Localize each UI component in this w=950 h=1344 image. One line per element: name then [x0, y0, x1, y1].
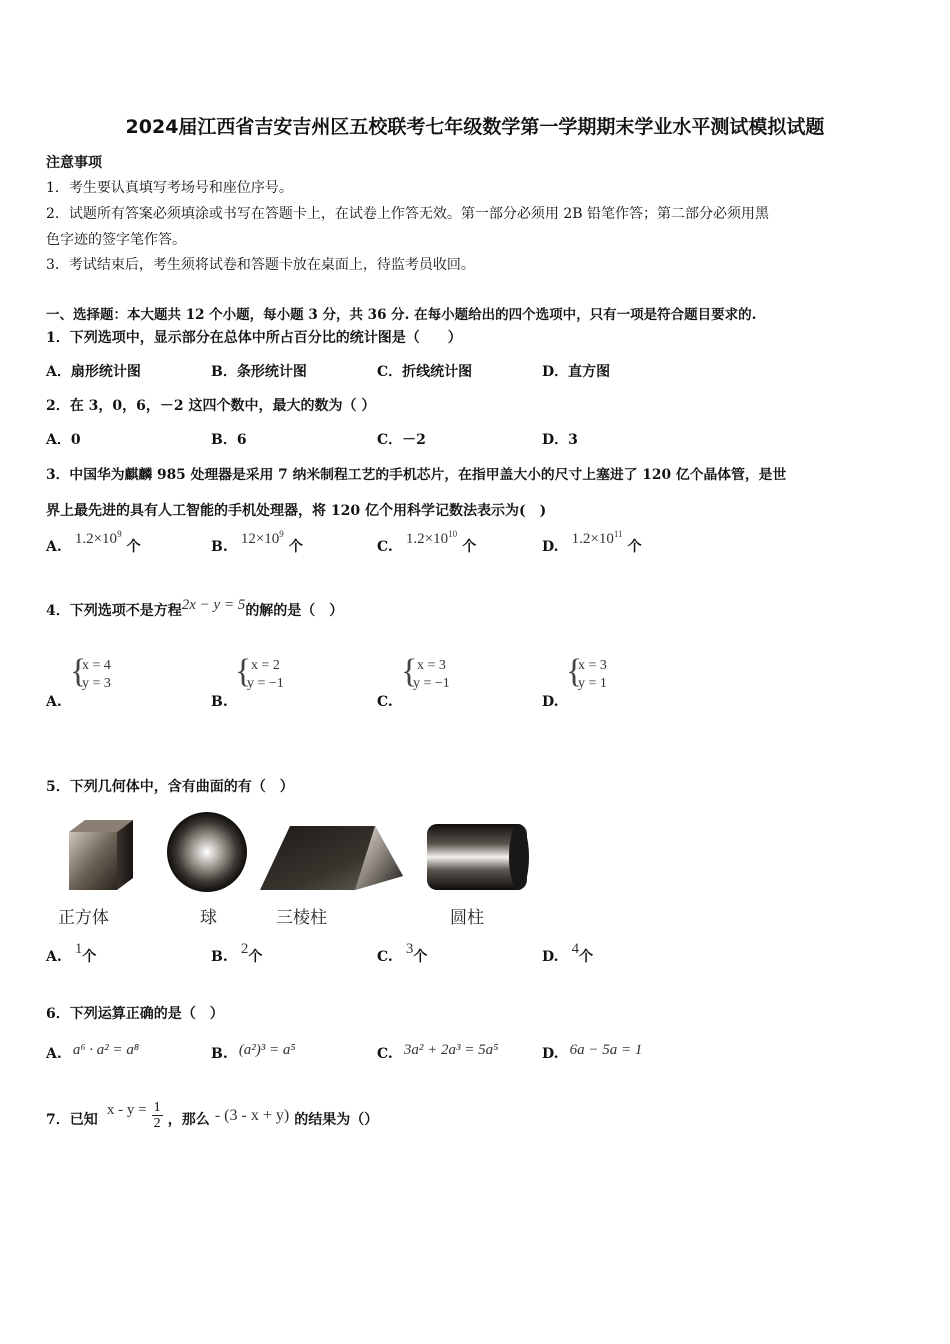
question-6-stem: 6．下列运算正确的是（ ）: [46, 1006, 224, 1022]
x-row: x = 2: [251, 658, 280, 673]
y-row: y = −1: [413, 676, 450, 691]
q3-option-c[interactable]: [377, 529, 477, 556]
expression: 3a² + 2a³ = 5a⁵: [403, 1042, 499, 1058]
option-label: C.: [377, 1046, 393, 1062]
q2-option-c[interactable]: C．－2: [377, 432, 426, 448]
exponent: 9: [279, 529, 284, 539]
expression: (a²)³ = a⁵: [238, 1042, 296, 1058]
triangular-prism-figure: [260, 826, 403, 890]
unit: 个: [248, 949, 263, 965]
question-7-stem: [46, 1100, 378, 1131]
x-row: x = 3: [417, 658, 446, 673]
q4-option-b-label[interactable]: B.: [211, 694, 228, 710]
count: 2: [240, 941, 249, 957]
option-label: D.: [542, 539, 559, 555]
unit: 个: [126, 539, 141, 555]
question-4-stem: [46, 597, 344, 620]
geometry-figures: [55, 812, 550, 902]
exponent: 9: [117, 529, 122, 539]
q6-option-b[interactable]: [211, 1043, 296, 1063]
question-3-stem-line2: 界上最先进的具有人工智能的手机处理器，将 120 亿个用科学记数法表示为( ): [46, 503, 547, 519]
question-1-stem: 1．下列选项中，显示部分在总体中所占百分比的统计图是（ ）: [46, 330, 462, 346]
fraction-denominator: 2: [153, 1116, 161, 1131]
mantissa: 1.2×10: [571, 531, 614, 547]
brace-icon: {: [70, 653, 87, 690]
option-label: D.: [542, 949, 559, 965]
shape-label-prism: 三棱柱: [276, 908, 327, 928]
unit: 个: [627, 539, 642, 555]
q5-option-c[interactable]: [377, 941, 428, 966]
exponent: 10: [448, 529, 458, 539]
mantissa: 1.2×10: [405, 531, 449, 547]
unit: 个: [288, 539, 303, 555]
q5-option-d[interactable]: [542, 941, 594, 966]
exponent: 11: [613, 529, 623, 539]
notice-item: 3．考试结束后，考生须将试卷和答题卡放在桌面上，待监考员收回。: [46, 257, 475, 273]
mantissa: 1.2×10: [74, 531, 118, 547]
option-label: B.: [211, 949, 228, 965]
shape-label-sphere: 球: [200, 908, 217, 928]
q2-option-d[interactable]: D．3: [542, 432, 578, 448]
count: 4: [571, 941, 580, 957]
mantissa: 12×10: [240, 531, 280, 547]
fraction-numerator: 1: [153, 1100, 161, 1115]
q6-option-a[interactable]: [46, 1043, 139, 1063]
stem-suffix: 的解的是（ ）: [245, 603, 344, 619]
y-row: y = 1: [578, 676, 607, 691]
unit: 个: [462, 539, 477, 555]
unit: 个: [82, 949, 97, 965]
question-2-stem: 2．在 3，0，6，－2 这四个数中，最大的数为（ ）: [46, 398, 376, 414]
option-label: C.: [377, 949, 393, 965]
expression: a⁶ · a² = a⁸: [72, 1042, 140, 1058]
notice-heading: 注意事项: [46, 155, 102, 171]
expression: 6a − 5a = 1: [569, 1042, 643, 1058]
cylinder-figure: [427, 824, 529, 890]
stem-prefix: 4．下列选项不是方程: [46, 603, 182, 619]
equation: 2x − y = 5: [181, 597, 246, 613]
x-row: x = 3: [578, 658, 607, 673]
brace-icon: {: [566, 653, 583, 690]
q1-option-d[interactable]: D．直方图: [542, 364, 611, 380]
sphere-figure: [167, 812, 247, 892]
option-label: A.: [46, 539, 62, 555]
q1-option-c[interactable]: C．折线统计图: [377, 364, 473, 380]
notice-item: 1．考生要认真填写考场号和座位序号。: [46, 180, 293, 196]
stem-prefix: 7．已知: [46, 1112, 98, 1128]
y-row: y = 3: [82, 676, 111, 691]
count: 3: [405, 941, 414, 957]
sci-notation: [241, 531, 284, 547]
option-label: D.: [542, 1046, 559, 1062]
shape-label-cube: 正方体: [58, 908, 109, 928]
stem-middle: ，那么: [167, 1112, 210, 1128]
page-title: 2024届江西省吉安吉州区五校联考七年级数学第一学期期末学业水平测试模拟试题: [125, 116, 825, 138]
option-label: B.: [211, 1046, 228, 1062]
q3-option-b[interactable]: [211, 529, 303, 556]
notice-item: 色字迹的签字笔作答。: [46, 232, 186, 248]
unit: 个: [579, 949, 594, 965]
q4-option-a-label[interactable]: A.: [46, 694, 62, 710]
y-row: y = −1: [247, 676, 284, 691]
brace-icon: {: [401, 653, 418, 690]
q6-option-c[interactable]: [377, 1043, 498, 1063]
q3-option-d[interactable]: [542, 529, 642, 556]
option-label: C.: [377, 539, 393, 555]
sci-notation: [75, 531, 122, 547]
notice-item: 2．试题所有答案必须填涂或书写在答题卡上，在试卷上作答无效。第一部分必须用 2B 铅笔作答；第二部分必须用黑: [46, 206, 769, 222]
section-heading: 一、选择题：本大题共 12 个小题，每小题 3 分，共 36 分. 在每小题给出的四个选项中，只有一项是符合题目要求的.: [46, 307, 757, 323]
lhs: x - y =: [106, 1102, 147, 1118]
cube-figure: [69, 820, 133, 890]
stem-suffix: 的结果为（）: [294, 1112, 379, 1128]
q4-option-d-label[interactable]: D.: [542, 694, 559, 710]
sci-notation: [406, 531, 457, 547]
x-row: x = 4: [82, 658, 111, 673]
count: 1: [74, 941, 83, 957]
unit: 个: [413, 949, 428, 965]
option-label: B.: [211, 539, 228, 555]
question-5-stem: 5．下列几何体中，含有曲面的有（ ）: [46, 779, 294, 795]
question-3-stem-line1: 3．中国华为麒麟 985 处理器是采用 7 纳米制程工艺的手机芯片，在指甲盖大小的尺寸上塞进了 120 亿个晶体管，是世: [46, 467, 787, 483]
option-label: A.: [46, 949, 62, 965]
q3-option-a[interactable]: [46, 529, 141, 556]
q1-option-a[interactable]: A．扇形统计图: [46, 364, 141, 380]
q5-option-a[interactable]: [46, 941, 97, 966]
q2-option-b[interactable]: B．6: [211, 432, 247, 448]
q1-option-b[interactable]: B．条形统计图: [211, 364, 307, 380]
option-label: A.: [46, 1046, 62, 1062]
q5-option-b[interactable]: [211, 941, 263, 966]
shape-label-cylinder: 圆柱: [450, 908, 484, 928]
q6-option-d[interactable]: [542, 1043, 642, 1063]
q4-option-c-label[interactable]: C.: [377, 694, 393, 710]
brace-icon: {: [235, 653, 252, 690]
fraction: [152, 1100, 163, 1131]
sci-notation: [572, 531, 623, 547]
q2-option-a[interactable]: A．0: [46, 432, 81, 448]
expression: - (3 - x + y): [214, 1107, 290, 1124]
